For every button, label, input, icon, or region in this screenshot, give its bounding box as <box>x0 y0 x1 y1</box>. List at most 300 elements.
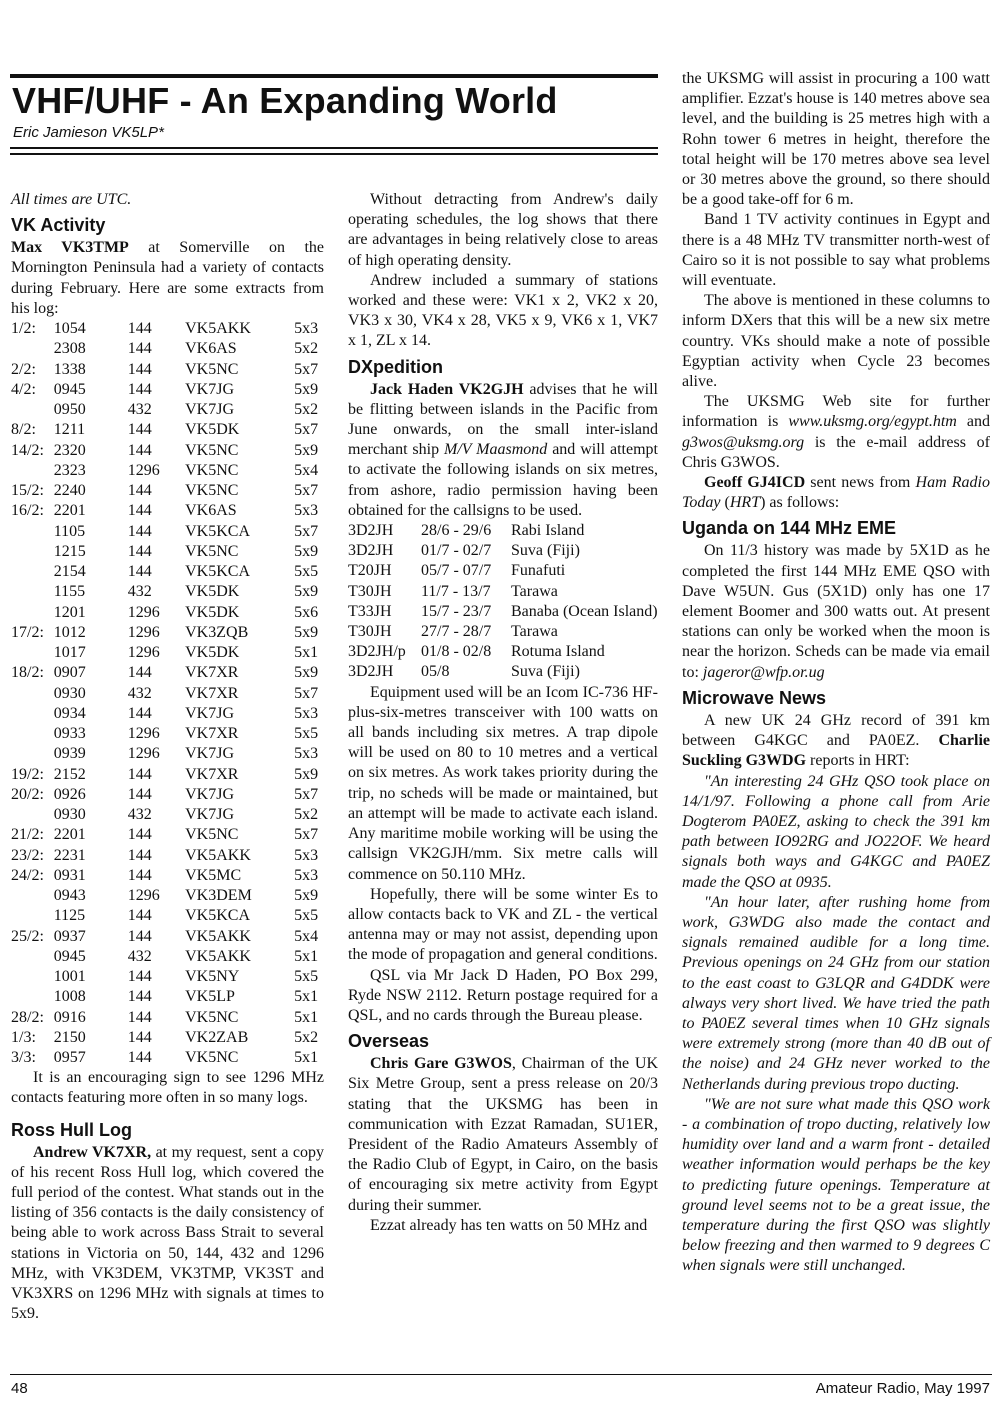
log-callsign: VK5AKK <box>185 947 251 965</box>
log-report: 5x1 <box>294 1049 319 1067</box>
header-top-rule <box>10 74 658 78</box>
log-callsign: VK5DK <box>185 644 240 662</box>
log-callsign: VK7XR <box>185 684 239 702</box>
log-band: 144 <box>127 421 152 439</box>
log-row <box>11 1048 324 1068</box>
log-date: 1/3: <box>11 1028 36 1046</box>
col3-para-3: The above is mentioned in these columns to inform DXers that this will be a new six metre country. VKs should make a note of possible Egyptian activity when Cycle 23 becomes alive. <box>682 292 990 391</box>
log-band: 144 <box>127 441 152 459</box>
log-band: 144 <box>127 320 152 338</box>
log-row <box>11 522 324 542</box>
log-report: 5x6 <box>294 603 319 621</box>
log-row <box>11 623 324 643</box>
island-dates: 28/6 - 29/6 <box>421 522 492 540</box>
log-band: 144 <box>127 664 152 682</box>
log-date <box>11 724 54 744</box>
log-callsign: VK7JG <box>185 380 235 398</box>
log-band: 144 <box>127 846 152 864</box>
island-name: Banaba (Ocean Island) <box>511 602 658 620</box>
overseas-text: , Chairman of the UK Six Metre Group, sent a press release on 20/3 stating that the UKSMG has been in communication with Ezzat Ramadan, SU1ER, President of the Radio Amateurs Assembly of the Radio Club of Egypt, in Cairo, on the basis of encouraging six metre activity from Egypt during their summer. <box>348 1055 658 1214</box>
log-band: 144 <box>127 380 152 398</box>
col2-para-5: QSL via Mr Jack D Haden, PO Box 299, Ryde NSW 2112. Return postage required for a QSL, and no cards through the Bureau please. <box>348 966 658 1024</box>
log-row <box>11 947 324 967</box>
island-callsign: T20JH <box>348 562 392 580</box>
island-dates: 05/7 - 07/7 <box>421 562 492 580</box>
web-outro: is the e-mail address of Chris G3WOS. <box>682 433 990 471</box>
log-date <box>11 704 54 724</box>
log-row <box>11 603 324 623</box>
col3-para-2: Band 1 TV activity continues in Egypt and there is a 48 MHz TV transmitter north-west of Cairo so it is not possible to say what problems will eventuate. <box>682 211 990 290</box>
log-report: 5x4 <box>294 461 319 479</box>
log-band: 144 <box>127 765 152 783</box>
log-row <box>11 643 324 663</box>
uganda-text: On 11/3 history was made by 5X1D as he completed the first 144 MHz EME QSO with Dave W5UN. Gus (5X1D) only has one 17 element Boomer and 300 watts out. At present stations can only be worked when the moon is near the horizon. Scheds can be made via email to: <box>682 542 990 681</box>
log-band: 144 <box>127 1008 152 1026</box>
log-date <box>11 339 54 359</box>
island-dates: 01/8 - 02/8 <box>421 643 492 661</box>
log-row <box>11 339 324 359</box>
log-band: 144 <box>127 826 152 844</box>
log-date: 3/3: <box>11 1049 36 1067</box>
heading-dxpedition: DXpedition <box>348 356 443 377</box>
log-time: 2201 <box>53 826 86 844</box>
log-date: 23/2: <box>11 846 44 864</box>
log-time: 1215 <box>53 542 86 560</box>
vk-intro <box>11 238 324 319</box>
log-date: 15/2: <box>11 482 44 500</box>
log-callsign: VK5AKK <box>185 927 251 945</box>
log-callsign: VK6AS <box>185 340 237 358</box>
vk-intro-name: Max VK3TMP <box>11 239 129 257</box>
footer-rule <box>10 1374 992 1375</box>
log-date <box>11 603 54 623</box>
log-date <box>11 744 54 764</box>
log-date: 21/2: <box>11 826 44 844</box>
log-date <box>11 805 54 825</box>
log-row <box>11 866 324 886</box>
log-time: 0931 <box>53 866 86 884</box>
log-date <box>11 886 54 906</box>
log-band: 432 <box>127 401 152 419</box>
log-date: 2/2: <box>11 360 36 378</box>
log-row <box>11 562 324 582</box>
log-callsign: VK7XR <box>185 725 239 743</box>
log-callsign: VK6AS <box>185 502 237 520</box>
island-callsign: 3D2JH/p <box>348 643 406 661</box>
log-date: 4/2: <box>11 380 36 398</box>
log-time: 1155 <box>53 583 86 601</box>
log-callsign: VK2ZAB <box>185 1028 249 1046</box>
heading-vk-activity: VK Activity <box>11 215 106 236</box>
log-row <box>11 582 324 602</box>
g3wos-email-link[interactable]: g3wos@uksmg.org <box>682 433 805 451</box>
log-report: 5x9 <box>294 664 319 682</box>
log-callsign: VK7JG <box>185 785 235 803</box>
hrt-abbrev: HRT <box>729 494 761 512</box>
log-band: 432 <box>127 684 152 702</box>
ross-text: at my request, sent a copy of his recent Ross Hull log, which covered the full period of the contest. What stands out in the listing of 356 contacts is the daily consistency of being able to work across Bass Strait to several stations in Victoria on 50, 144, 432 and 1296 MHz, with VK3DEM, VK3TMP, VK3ST and VK3XRS on 1296 MHz with signals at times to 5x9. <box>11 1143 325 1323</box>
log-band: 144 <box>127 360 152 378</box>
island-name: Rotuma Island <box>511 643 605 661</box>
island-row <box>348 541 658 561</box>
log-report: 5x5 <box>294 563 319 581</box>
island-name: Suva (Fiji) <box>511 663 580 681</box>
log-note: It is an encouraging sign to see 1296 MHz contacts featuring more often in so many logs. <box>11 1069 324 1107</box>
island-name: Tarawa <box>511 582 558 600</box>
log-time: 0943 <box>53 887 86 905</box>
log-callsign: VK7XR <box>185 664 239 682</box>
log-time: 1338 <box>53 360 86 378</box>
island-callsign: 3D2JH <box>348 542 394 560</box>
island-dates: 15/7 - 23/7 <box>421 602 492 620</box>
log-row <box>11 663 324 683</box>
log-date <box>11 542 54 562</box>
log-time: 2201 <box>53 502 86 520</box>
heading-ross-hull-log: Ross Hull Log <box>11 1119 132 1140</box>
log-time: 0916 <box>53 1008 86 1026</box>
quote-1: "An interesting 24 GHz QSO took place on 14/1/97. Following a phone call from Arie Dogterom PA0EZ, asking to check the 391 km path between IO92RG and JO22OF. We heard signals both ways and G4KGC and PA0EZ made the QSO at 0935. <box>682 772 990 891</box>
log-date <box>11 906 54 926</box>
log-report: 5x3 <box>294 846 319 864</box>
log-date <box>11 582 54 602</box>
log-row <box>11 744 324 764</box>
log-report: 5x2 <box>294 401 319 419</box>
island-row <box>348 582 658 602</box>
log-row <box>11 765 324 785</box>
log-callsign: VK5MC <box>185 866 242 884</box>
log-time: 0933 <box>53 725 86 743</box>
microwave-paragraph <box>682 711 990 772</box>
island-row <box>348 561 658 581</box>
log-band: 144 <box>127 1028 152 1046</box>
log-callsign: VK5KCA <box>185 907 251 925</box>
geoff-text-b: ( <box>720 494 730 512</box>
log-callsign: VK7XR <box>185 765 239 783</box>
log-date <box>11 522 54 542</box>
log-row <box>11 906 324 926</box>
log-report: 5x4 <box>294 927 319 945</box>
log-report: 5x9 <box>294 441 319 459</box>
log-band: 144 <box>127 542 152 560</box>
island-dates: 27/7 - 28/7 <box>421 623 492 641</box>
charlie-name: Charlie Suckling G3WDG <box>682 732 990 770</box>
island-dates: 01/7 - 02/7 <box>421 542 492 560</box>
log-time: 0907 <box>53 664 86 682</box>
log-band: 144 <box>127 907 152 925</box>
web-and: and <box>956 413 990 431</box>
log-callsign: VK5LP <box>185 988 235 1006</box>
log-time: 0950 <box>53 401 86 419</box>
log-band: 144 <box>127 1049 152 1067</box>
ham-radio-today: Ham Radio Today <box>682 474 990 512</box>
log-callsign: VK7JG <box>185 806 235 824</box>
log-band: 1296 <box>127 725 160 743</box>
log-date: 14/2: <box>11 441 44 459</box>
log-row <box>11 501 324 521</box>
log-band: 432 <box>127 806 152 824</box>
log-callsign: VK5DK <box>185 583 240 601</box>
geoff-text-a: sent news from <box>805 474 916 492</box>
log-report: 5x7 <box>294 684 319 702</box>
col3-para-4 <box>682 392 990 473</box>
log-time: 1211 <box>53 421 86 439</box>
col3-para-5 <box>682 473 990 513</box>
ross-name: Andrew VK7XR, <box>33 1143 152 1161</box>
log-report: 5x9 <box>294 765 319 783</box>
quote-3: "We are not sure what made this QSO work - a combination of tropo ducting, relatively low humidity over land and a warm front - detailed weather information would perhaps be the key to predicting future openings. Temperature at ground level seems not to be a great issue, the temperature during the first QSO was slightly below freezing and then warmed to 9 degrees C when signals were still unchanged. <box>682 1095 990 1275</box>
log-row <box>11 886 324 906</box>
col2-para-4: Hopefully, there will be some winter Es to allow contacts back to VK and ZL - the vertical antenna may or may not assist, depending upon the mode of propagation and general conditions. <box>348 885 658 964</box>
log-callsign: VK5KCA <box>185 563 251 581</box>
log-time: 2231 <box>53 846 86 864</box>
log-report: 5x9 <box>294 887 319 905</box>
log-band: 144 <box>127 563 152 581</box>
log-callsign: VK5NY <box>185 968 240 986</box>
log-date <box>11 967 54 987</box>
log-date: 1/2: <box>11 320 36 338</box>
log-time: 0939 <box>53 745 86 763</box>
log-report: 5x7 <box>294 522 319 540</box>
col2-para-1: Without detracting from Andrew's daily operating schedules, the log shows that there are advantages in being relatively close to areas of high operating density. <box>348 191 658 269</box>
log-report: 5x3 <box>294 745 319 763</box>
log-callsign: VK7JG <box>185 745 235 763</box>
log-time: 0934 <box>53 704 86 722</box>
log-callsign: VK3ZQB <box>185 623 249 641</box>
overseas-name: Chris Gare G3WOS <box>370 1055 512 1073</box>
log-date: 17/2: <box>11 623 44 641</box>
log-report: 5x3 <box>294 866 319 884</box>
log-time: 2308 <box>53 340 86 358</box>
log-row <box>11 461 324 481</box>
log-time: 0945 <box>53 380 86 398</box>
log-callsign: VK5DK <box>185 421 240 439</box>
log-time: 0930 <box>53 684 86 702</box>
log-time: 1105 <box>53 522 86 540</box>
log-row <box>11 400 324 420</box>
log-band: 144 <box>127 522 152 540</box>
log-band: 432 <box>127 947 152 965</box>
log-callsign: VK5NC <box>185 1008 239 1026</box>
log-time: 2323 <box>53 461 86 479</box>
microwave-text-a: A new UK 24 GHz record of 391 km between G4KGC and PA0EZ. <box>682 711 990 750</box>
log-report: 5x9 <box>294 583 319 601</box>
log-time: 2154 <box>53 563 86 581</box>
log-callsign: VK5AKK <box>185 320 251 338</box>
island-dates: 11/7 - 13/7 <box>421 582 491 600</box>
publication-info: Amateur Radio, May 1997 <box>815 1380 990 1397</box>
island-callsign: T30JH <box>348 623 392 641</box>
log-band: 1296 <box>127 603 160 621</box>
log-callsign: VK5NC <box>185 482 239 500</box>
col2-para-6: Ezzat already has ten watts on 50 MHz and <box>370 1216 648 1234</box>
log-report: 5x3 <box>294 502 319 520</box>
log-row <box>11 825 324 845</box>
log-date: 24/2: <box>11 866 44 884</box>
log-date: 8/2: <box>11 421 36 439</box>
log-report: 5x7 <box>294 482 319 500</box>
col2-para-2: Andrew included a summary of stations worked and these were: VK1 x 2, VK2 x 20, VK3 x 30, VK4 x 28, VK5 x 9, VK6 x 1, VK7 x 1, ZL x 14. <box>348 271 658 350</box>
island-name: Tarawa <box>511 623 558 641</box>
log-time: 0945 <box>53 947 86 965</box>
log-date <box>11 562 54 582</box>
dx-paragraph <box>348 380 658 521</box>
log-date: 19/2: <box>11 765 44 783</box>
dx-name: Jack Haden VK2GJH <box>370 380 524 398</box>
dx-text-a: advises that he will be flitting between islands in the Pacific from June onwards, on the small inter-island merchant ship <box>348 380 658 459</box>
log-report: 5x1 <box>294 644 319 662</box>
log-row <box>11 1028 324 1048</box>
log-date: 25/2: <box>11 927 44 945</box>
log-time: 0930 <box>53 806 86 824</box>
log-callsign: VK5AKK <box>185 846 251 864</box>
island-callsign: 3D2JH <box>348 522 394 540</box>
log-date <box>11 684 54 704</box>
overseas-paragraph <box>348 1054 658 1216</box>
log-band: 144 <box>127 988 152 1006</box>
log-date <box>11 400 54 420</box>
log-callsign: VK5NC <box>185 441 239 459</box>
log-row <box>11 319 324 339</box>
log-row <box>11 704 324 724</box>
log-row <box>11 805 324 825</box>
log-time: 0926 <box>53 785 86 803</box>
column-1 <box>11 190 324 1325</box>
log-time: 1017 <box>53 644 86 662</box>
log-row <box>11 1008 324 1028</box>
log-row <box>11 420 324 440</box>
log-report: 5x5 <box>294 907 319 925</box>
log-time: 1012 <box>53 623 86 641</box>
log-row <box>11 684 324 704</box>
log-date <box>11 643 54 663</box>
log-time: 1001 <box>53 968 86 986</box>
log-band: 144 <box>127 785 152 803</box>
log-time: 1008 <box>53 988 86 1006</box>
island-name: Rabi Island <box>511 522 585 540</box>
island-name: Funafuti <box>511 562 566 580</box>
log-report: 5x1 <box>294 1008 319 1026</box>
log-time: 1054 <box>53 320 86 338</box>
log-row <box>11 785 324 805</box>
log-date: 20/2: <box>11 785 44 803</box>
log-report: 5x2 <box>294 340 319 358</box>
times-note: All times are UTC. <box>11 191 132 208</box>
log-callsign: VK5KCA <box>185 522 251 540</box>
log-report: 5x9 <box>294 542 319 560</box>
header-bottom-rule-1 <box>10 147 658 149</box>
island-row <box>348 642 658 662</box>
log-report: 5x5 <box>294 725 319 743</box>
log-time: 2320 <box>53 441 86 459</box>
log-report: 5x7 <box>294 826 319 844</box>
log-band: 1296 <box>127 623 160 641</box>
island-name: Suva (Fiji) <box>511 542 580 560</box>
log-report: 5x3 <box>294 320 319 338</box>
ross-paragraph <box>11 1143 324 1325</box>
log-date: 28/2: <box>11 1008 44 1026</box>
uganda-email-link[interactable]: jageror@wfp.or.ug <box>702 663 825 681</box>
log-callsign: VK7JG <box>185 704 235 722</box>
quote-2: "An hour later, after rushing home from work, G3WDG also made the contact and signals remained audible for a long time. Previous openings on 24 GHz from our station to the east coast to G3LQR and G4DDK were always very short lived. We have tried the path to PA0EZ several times when 10 GHz signals were extremely strong (more than 40 dB out of the noise) and 24 GHz never worked to the Netherlands during previous tropo ducting. <box>682 893 990 1093</box>
log-callsign: VK5NC <box>185 542 239 560</box>
log-report: 5x7 <box>294 360 319 378</box>
log-time: 1201 <box>53 603 86 621</box>
log-time: 2240 <box>53 482 86 500</box>
web-intro: The UKSMG Web site for further information is <box>682 393 990 431</box>
island-schedule-table <box>348 521 658 683</box>
log-band: 144 <box>127 927 152 945</box>
log-band: 1296 <box>127 887 160 905</box>
heading-overseas: Overseas <box>348 1031 430 1052</box>
island-row <box>348 662 658 682</box>
log-callsign: VK5DK <box>185 603 240 621</box>
heading-uganda: Uganda on 144 MHz EME <box>682 518 897 539</box>
log-report: 5x1 <box>294 988 319 1006</box>
microwave-text-b: reports in HRT: <box>806 752 910 770</box>
log-report: 5x7 <box>294 785 319 803</box>
log-date <box>11 461 54 481</box>
island-row <box>348 602 658 622</box>
geoff-name: Geoff GJ4ICD <box>704 474 806 492</box>
log-callsign: VK5NC <box>185 360 239 378</box>
log-callsign: VK5NC <box>185 1049 239 1067</box>
log-band: 144 <box>127 340 152 358</box>
contact-log-table <box>11 319 324 1068</box>
col3-para-1: the UKSMG will assist in procuring a 100 watt amplifier. Ezzat's house is 140 metres above sea level, and the building is 25 metres high with a Rohn tower 6 metres in height, therefore the total height will be 170 metres above sea level or 30 metres above the ground, so there should be a good take-off for 6 m. <box>682 70 990 209</box>
log-row <box>11 724 324 744</box>
island-callsign: 3D2JH <box>348 663 394 681</box>
log-time: 1125 <box>53 907 86 925</box>
island-row <box>348 622 658 642</box>
page-number: 48 <box>11 1380 28 1397</box>
island-callsign: T30JH <box>348 582 392 600</box>
log-row <box>11 441 324 461</box>
log-row <box>11 927 324 947</box>
log-band: 1296 <box>127 745 160 763</box>
article-byline: Eric Jamieson VK5LP* <box>13 124 164 141</box>
heading-microwave-news: Microwave News <box>682 687 827 708</box>
log-report: 5x1 <box>294 947 319 965</box>
log-row <box>11 987 324 1007</box>
log-band: 144 <box>127 866 152 884</box>
dx-ship: M/V Maasmond <box>444 441 548 459</box>
log-row <box>11 481 324 501</box>
col2-para-3: Equipment used will be an Icom IC-736 HF-plus-six-metres transceiver with 100 watts on all bands including six metres. A trap dipole will be used on 80 to 10 metres and a vertical on six metres. As work takes priority during the trip, no scheds will be made or maintained, but an attempt will be made to activate each island. Any maritime mobile working will be using the callsign VK2GJH/mm. Six metre calls will commence on 50.110 MHz. <box>348 683 658 883</box>
log-time: 2152 <box>53 765 86 783</box>
geoff-text-c: ) as follows: <box>760 494 840 512</box>
log-band: 1296 <box>127 461 160 479</box>
log-callsign: VK7JG <box>185 401 235 419</box>
log-band: 1296 <box>127 644 160 662</box>
log-row <box>11 380 324 400</box>
log-time: 0937 <box>53 927 86 945</box>
log-row <box>11 360 324 380</box>
island-row <box>348 521 658 541</box>
log-report: 5x9 <box>294 623 319 641</box>
log-band: 432 <box>127 583 152 601</box>
vk-intro-text: at Somerville on the Mornington Peninsula had a variety of contacts during February. Here are some extracts from his log: <box>11 239 324 317</box>
log-callsign: VK5NC <box>185 461 239 479</box>
uganda-paragraph <box>682 541 990 682</box>
log-report: 5x9 <box>294 380 319 398</box>
uksmg-web-link[interactable]: www.uksmg.org/egypt.htm <box>788 413 957 431</box>
log-band: 144 <box>127 502 152 520</box>
log-band: 144 <box>127 704 152 722</box>
log-report: 5x3 <box>294 704 319 722</box>
log-date <box>11 987 54 1007</box>
log-time: 2150 <box>53 1028 86 1046</box>
column-2 <box>348 190 658 1236</box>
